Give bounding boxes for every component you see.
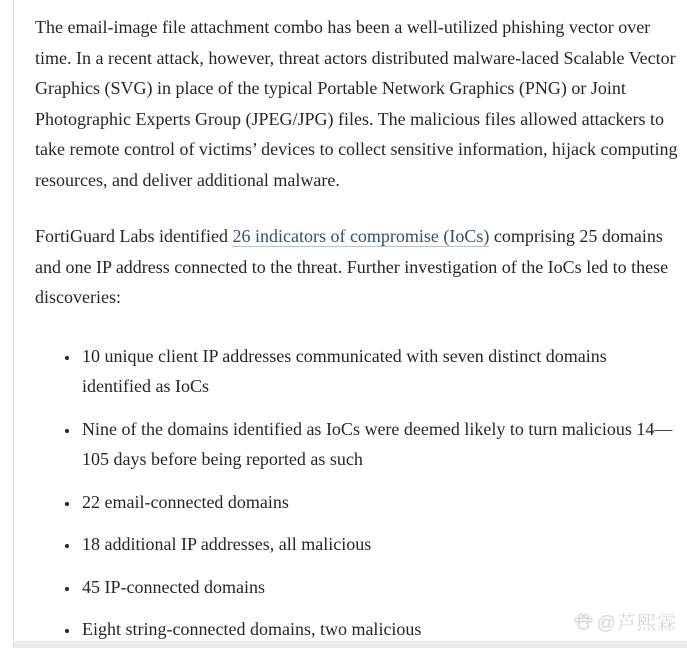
left-border-line [13, 0, 14, 648]
paw-icon [573, 611, 594, 632]
paragraph-phishing-intro: The email-image file attachment combo has been a well-utilized phishing vector over time. In a recent attack, however, threat actors distributed malware-laced Scalable Vector Graphics (SVG) in place of the typical Portable Network Graphics (PNG) or Joint Photographic Experts Group (JPEG/JPG) files. The malicious files allowed attackers to take remote control of victims’ devices to collect sensitive information, hijack computing resources, and deliver additional malware. [35, 17, 678, 190]
bottom-divider [14, 641, 687, 648]
ioc-report-link[interactable]: 26 indicators of compromise (IoCs) [232, 226, 490, 246]
paragraph-iocs-before-link: FortiGuard Labs identified [35, 226, 233, 246]
discoveries-list [35, 341, 680, 645]
article-content [35, 12, 680, 657]
list-item-additional-ips: • 18 additional IP addresses, all malicious [80, 529, 680, 560]
watermark-text: @芦熙霖 [596, 613, 677, 634]
paragraph-fortiguard-iocs [35, 221, 680, 313]
list-item-ip-connected-domains: • 45 IP-connected domains [80, 572, 680, 603]
list-item-string-connected-domains: • Eight string-connected domains, two malicious [80, 614, 680, 645]
watermark [573, 608, 677, 635]
paragraph-iocs-after-link: comprising 25 domains and one IP address connected to the threat. Further investigation of the IoCs led to these discoveries: [35, 226, 669, 307]
list-item-email-domains: • 22 email-connected domains [80, 487, 680, 518]
list-item-nine-domains: • Nine of the domains identified as IoCs were deemed likely to turn malicious 14—105 days before being reported as such [80, 414, 680, 475]
list-item-client-ips: • 10 unique client IP addresses communicated with seven distinct domains identified as IoCs [80, 341, 680, 402]
